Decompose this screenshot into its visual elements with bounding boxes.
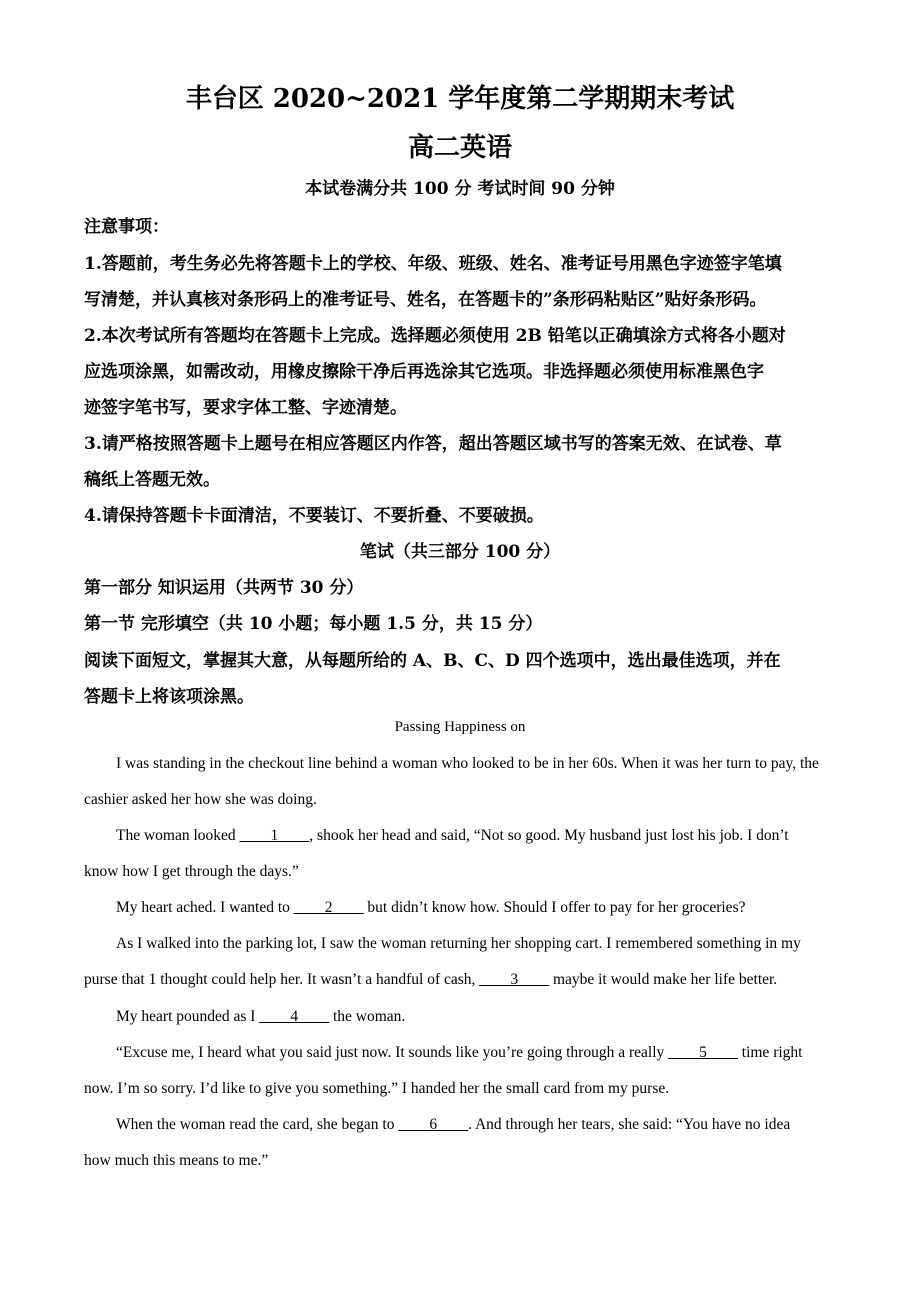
passage-line: cashier asked her how she was doing. xyxy=(84,791,317,808)
passage-line: I was standing in the checkout line behind a woman who looked to be in her 60s. When it was her turn to pay, the xyxy=(116,755,819,772)
blank-3: ____3____ xyxy=(479,971,550,988)
notes-line: 4.请保持答题卡卡面清洁，不要装订、不要折叠、不要破损。 xyxy=(84,506,544,526)
notes-heading: 注意事项： xyxy=(84,217,169,237)
notes-line: 3.请严格按照答题卡上题号在相应答题区内作答，超出答题区域书写的答案无效、在试卷、草 xyxy=(84,434,782,454)
notes-line: 应选项涂黑，如需改动，用橡皮擦除干净后再选涂其它选项。非选择题必须使用标准黑色字 xyxy=(84,362,764,382)
blank-5: ____5____ xyxy=(668,1044,738,1061)
instructions-line: 阅读下面短文，掌握其大意，从每题所给的 A、B、C、D 四个选项中，选出最佳选项，并在 xyxy=(84,651,781,671)
exam-subject: 高二英语 xyxy=(407,133,512,163)
passage-line: know how I get through the days.” xyxy=(84,863,299,880)
section1-heading: 第一节 完形填空（共 10 小题；每小题 1.5 分，共 15 分） xyxy=(84,614,543,634)
blank-2: ____2____ xyxy=(293,899,364,916)
part1-heading: 第一部分 知识运用（共两节 30 分） xyxy=(84,578,364,598)
notes-line: 2.本次考试所有答题均在答题卡上完成。选择题必须使用 2B 铅笔以正确填涂方式将各小题对 xyxy=(84,326,786,346)
passage-title: Passing Happiness on xyxy=(394,719,526,735)
written-heading: 笔试（共三部分 100 分） xyxy=(359,542,561,562)
passage-line: The woman looked ____1____, shook her head and said, “Not so good. My husband just lost his job. I don’t xyxy=(116,827,789,844)
notes-line: 1.答题前，考生务必先将答题卡上的学校、年级、班级、姓名、准考证号用黑色字迹签字笔填 xyxy=(84,254,782,274)
exam-title: 丰台区 2020~2021 学年度第二学期期末考试 xyxy=(185,84,735,114)
exam-info: 本试卷满分共 100 分 考试时间 90 分钟 xyxy=(305,179,615,199)
notes-line: 稿纸上答题无效。 xyxy=(84,470,220,490)
passage-line: When the woman read the card, she began to ____6____. And through her tears, she said: “You have no idea xyxy=(116,1116,791,1133)
notes-line: 迹签字笔书写，要求字体工整、字迹清楚。 xyxy=(84,398,407,418)
passage-line: “Excuse me, I heard what you said just now. It sounds like you’re going through a really ____5____ time right xyxy=(116,1044,803,1061)
blank-1: ____1____ xyxy=(239,827,310,844)
passage-line: now. I’m so sorry. I’d like to give you something.” I handed her the small card from my purse. xyxy=(84,1080,670,1097)
passage-line: purse that 1 thought could help her. It wasn’t a handful of cash, ____3____ maybe it would make her life better. xyxy=(84,971,778,988)
blank-6: ____6____ xyxy=(398,1116,469,1133)
blank-4: ____4____ xyxy=(259,1008,330,1025)
passage-line: My heart ached. I wanted to ____2____ but didn’t know how. Should I offer to pay for her groceries? xyxy=(116,899,746,916)
passage-line: As I walked into the parking lot, I saw the woman returning her shopping cart. I remembered something in my xyxy=(116,935,801,952)
passage-line: how much this means to me.” xyxy=(84,1152,269,1169)
passage-line: My heart pounded as I ____4____ the woman. xyxy=(116,1008,406,1025)
instructions-line: 答题卡上将该项涂黑。 xyxy=(84,687,254,707)
notes-line: 写清楚，并认真核对条形码上的准考证号、姓名，在答题卡的”条形码粘贴区”贴好条形码。 xyxy=(84,290,767,310)
